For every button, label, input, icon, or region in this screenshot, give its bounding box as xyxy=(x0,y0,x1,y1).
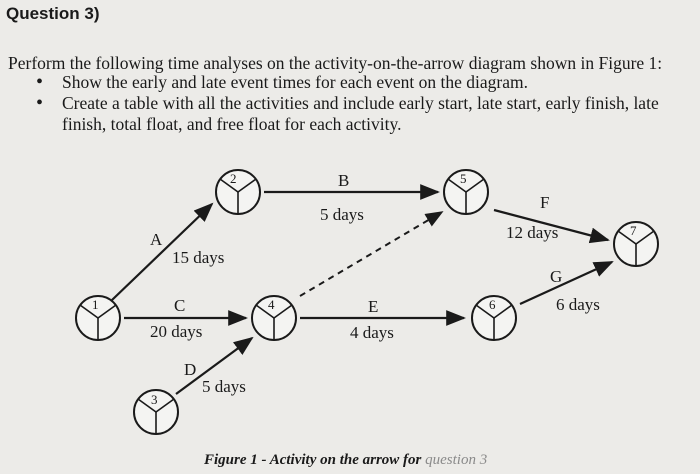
activity-g-duration: 6 days xyxy=(556,295,600,314)
figure-caption xyxy=(204,452,487,469)
task-item-activity-table: • Create a table with all the activities and include early start, late start, early finish, late finish, total float, and free float for each activity. xyxy=(36,93,672,135)
activity-g-name: G xyxy=(550,267,563,286)
activity-d-name: D xyxy=(184,360,197,379)
event-node-6 xyxy=(472,296,516,340)
event-node-3 xyxy=(134,390,178,434)
event-node-2 xyxy=(216,170,260,214)
activity-b-duration: 5 days xyxy=(320,205,364,224)
activity-c-duration: 20 days xyxy=(150,322,203,341)
activity-a-duration: 15 days xyxy=(172,248,225,267)
activity-b-name: B xyxy=(338,171,350,190)
node-1-label: 1 xyxy=(92,297,99,312)
activity-f-name: F xyxy=(540,193,550,212)
question-heading: Question 3) xyxy=(6,4,100,23)
node-7-label: 7 xyxy=(630,223,637,238)
activity-e-duration: 4 days xyxy=(350,323,394,342)
figure-caption-text: Figure 1 - Activity on the arrow for xyxy=(204,452,426,468)
event-node-1 xyxy=(76,296,120,340)
node-3-label: 3 xyxy=(151,392,158,407)
event-node-5 xyxy=(444,170,488,214)
activity-d-duration: 5 days xyxy=(202,377,246,396)
figure-caption-faded-text: question 3 xyxy=(425,452,488,468)
node-6-label: 6 xyxy=(489,297,496,312)
node-5-label: 5 xyxy=(460,171,467,186)
activity-a-name: A xyxy=(150,230,163,249)
node-2-label: 2 xyxy=(230,171,237,186)
node-4-label: 4 xyxy=(268,297,275,312)
dummy-activity-arrow xyxy=(300,212,442,296)
intro-text: Perform the following time analyses on the activity-on-the-arrow diagram shown in Figure 1: xyxy=(8,53,663,73)
event-node-4 xyxy=(252,296,296,340)
activity-c-name: C xyxy=(174,296,186,315)
task-item-event-times: • Show the early and late event times for each event on the diagram. xyxy=(36,72,672,93)
activity-e-name: E xyxy=(368,297,379,316)
activity-f-duration: 12 days xyxy=(506,223,559,242)
event-node-7 xyxy=(614,222,658,266)
